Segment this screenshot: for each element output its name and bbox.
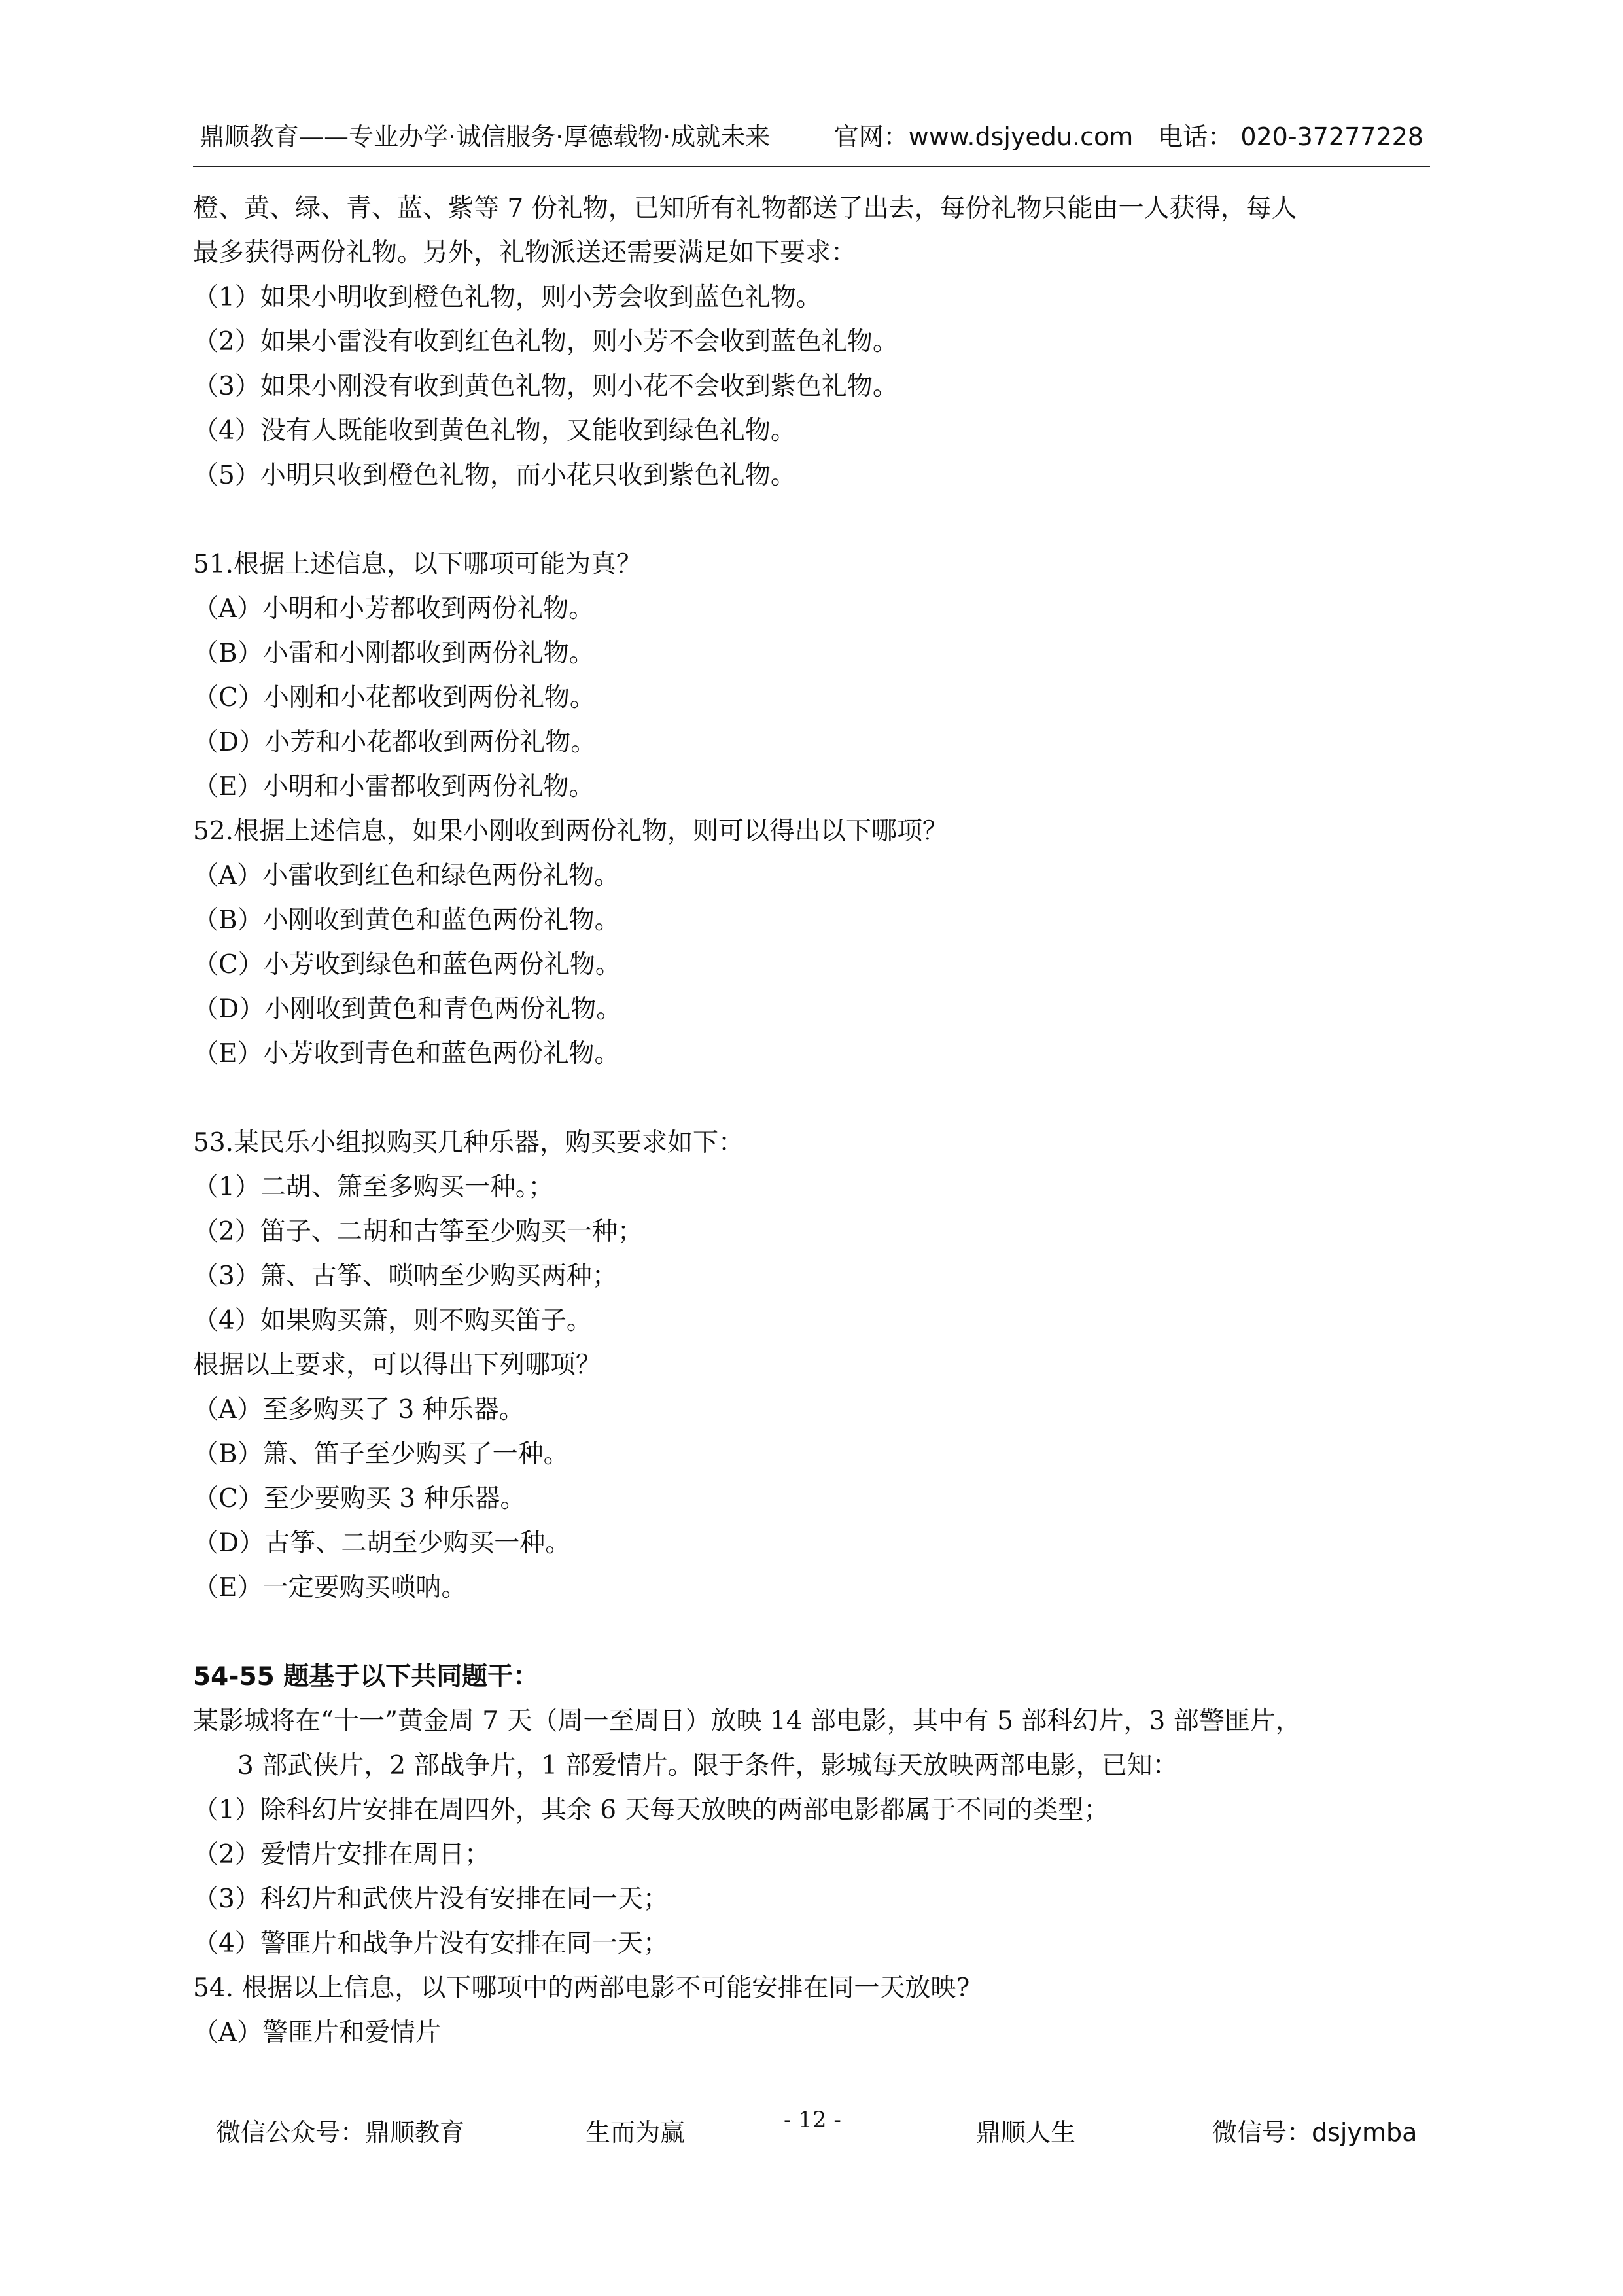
text-line: （B）小雷和小刚都收到两份礼物。: [193, 639, 595, 668]
text-line: （A）小明和小芳都收到两份礼物。: [193, 594, 595, 624]
text-line: 最多获得两份礼物。另外，礼物派送还需要满足如下要求：: [193, 238, 857, 268]
text-line: （3）科幻片和武侠片没有安排在同一天；: [193, 1884, 669, 1914]
header-phone: 电话： 020-37277228: [1158, 122, 1423, 151]
text-line: （1）除科幻片安排在周四外，其余 6 天每天放映的两部电影都属于不同的类型；: [193, 1795, 1109, 1825]
text-line: （E）一定要购买唢呐。: [193, 1573, 467, 1602]
blank-line: [193, 498, 1436, 542]
text-line: （1）如果小明收到橙色礼物，则小芳会收到蓝色礼物。: [193, 283, 822, 312]
text-line: （2）如果小雷没有收到红色礼物，则小芳不会收到蓝色礼物。: [193, 327, 898, 357]
text-line: （D）小芳和小花都收到两份礼物。: [193, 728, 597, 757]
header-divider: [193, 166, 1430, 167]
text-line: （3）箫、古筝、唢呐至少购买两种；: [193, 1262, 618, 1291]
text-line: （A）警匪片和爱情片: [193, 2018, 442, 2047]
text-line: （B）小刚收到黄色和蓝色两份礼物。: [193, 906, 620, 935]
text-line: （4）没有人既能收到黄色礼物，又能收到绿色礼物。: [193, 416, 796, 446]
text-line: 根据以上要求，可以得出下列哪项？: [193, 1351, 602, 1380]
footer-life: 鼎顺人生: [976, 2118, 1076, 2147]
blank-line: [193, 1076, 1436, 1121]
blank-line: [193, 1610, 1436, 1655]
text-line: 54-55 题基于以下共同题干：: [193, 1662, 539, 1691]
text-line: 某影城将在“十一”黄金周 7 天（周一至周日）放映 14 部电影，其中有 5 部科幻片，3 部警匪片，: [193, 1706, 1301, 1736]
document-body: [193, 186, 1436, 2055]
text-line: （A）小雷收到红色和绿色两份礼物。: [193, 861, 620, 891]
text-line: （C）至少要购买 3 种乐器。: [193, 1484, 526, 1513]
text-line: （B）箫、笛子至少购买了一种。: [193, 1439, 569, 1469]
header-slogan: 鼎顺教育——专业办学·诚信服务·厚德载物·成就未来: [200, 122, 771, 151]
text-line: （5）小明只收到橙色礼物，而小花只收到紫色礼物。: [193, 461, 796, 490]
text-line: （1）二胡、箫至多购买一种。；: [193, 1173, 554, 1202]
footer-wechat-public: 微信公众号：鼎顺教育: [216, 2118, 465, 2147]
text-line: 橙、黄、绿、青、蓝、紫等 7 份礼物，已知所有礼物都送了出去，每份礼物只能由一人获得，每人: [193, 194, 1297, 223]
text-line: （D）古筝、二胡至少购买一种。: [193, 1528, 571, 1558]
text-line: 54. 根据以上信息，以下哪项中的两部电影不可能安排在同一天放映?: [193, 1973, 970, 2003]
text-line: （C）小芳收到绿色和蓝色两份礼物。: [193, 950, 621, 980]
text-line: 52.根据上述信息，如果小刚收到两份礼物，则可以得出以下哪项？: [193, 817, 949, 846]
text-line: （2）笛子、二胡和古筝至少购买一种；: [193, 1217, 643, 1246]
text-line: （D）小刚收到黄色和青色两份礼物。: [193, 995, 622, 1024]
text-line: （3）如果小刚没有收到黄色礼物，则小花不会收到紫色礼物。: [193, 372, 898, 401]
footer-wechat-id: 微信号：dsjymba: [1212, 2118, 1418, 2147]
page-number: - 12 -: [784, 2107, 841, 2133]
text-line: （C）小刚和小花都收到两份礼物。: [193, 683, 595, 713]
header-website: 官网：www.dsjyedu.com: [833, 122, 1134, 151]
text-line: （2）爱情片安排在周日；: [193, 1840, 490, 1869]
text-line: （E）小明和小雷都收到两份礼物。: [193, 772, 595, 802]
text-line: （E）小芳收到青色和蓝色两份礼物。: [193, 1039, 620, 1069]
text-line: 3 部武侠片，2 部战争片，1 部爱情片。限于条件，影城每天放映两部电影，已知：: [237, 1751, 1178, 1780]
text-line: 53.某民乐小组拟购买几种乐器，购买要求如下：: [193, 1128, 744, 1157]
page-footer: [0, 2107, 1623, 2151]
page-header: [200, 116, 1423, 162]
text-line: （4）如果购买箫，则不购买笛子。: [193, 1306, 592, 1335]
text-line: （A）至多购买了 3 种乐器。: [193, 1395, 525, 1424]
text-line: 51.根据上述信息，以下哪项可能为真？: [193, 550, 642, 579]
text-line: （4）警匪片和战争片没有安排在同一天；: [193, 1929, 669, 1958]
footer-motto: 生而为赢: [585, 2118, 686, 2147]
